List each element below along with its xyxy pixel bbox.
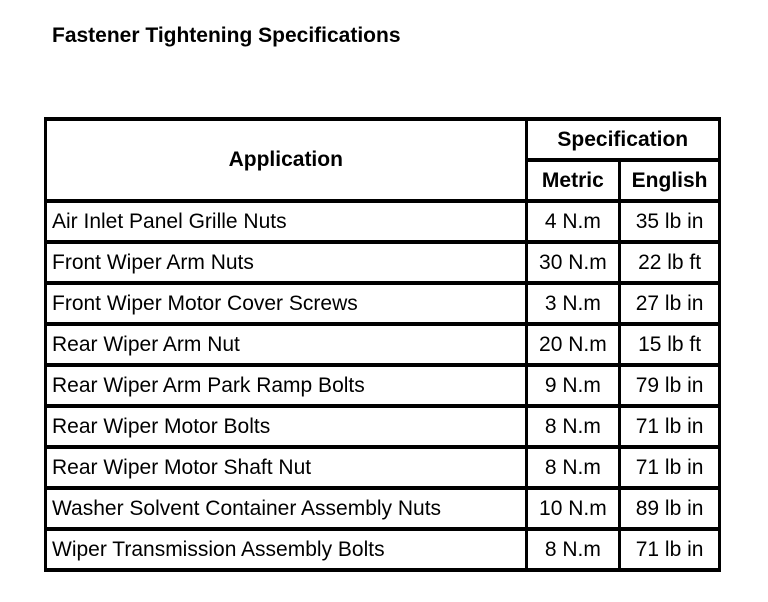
metric-cell: 10 N.m [528,490,622,531]
english-cell: 22 lb ft [621,244,721,285]
english-cell: 15 lb ft [621,326,721,367]
table-row [47,367,721,408]
metric-cell: 9 N.m [528,367,622,408]
header-metric: Metric [528,162,622,203]
application-cell: Wiper Transmission Assembly Bolts [47,531,528,572]
table-row [47,408,721,449]
metric-cell: 8 N.m [528,449,622,490]
header-specification: Specification [528,121,721,162]
header-application: Application [47,121,528,203]
metric-cell: 20 N.m [528,326,622,367]
table-row [47,203,721,244]
english-cell: 89 lb in [621,490,721,531]
application-cell: Rear Wiper Motor Bolts [47,408,528,449]
metric-cell: 8 N.m [528,408,622,449]
metric-cell: 8 N.m [528,531,622,572]
table-row [47,531,721,572]
english-cell: 79 lb in [621,367,721,408]
english-cell: 71 lb in [621,449,721,490]
english-cell: 71 lb in [621,408,721,449]
metric-cell: 4 N.m [528,203,622,244]
application-cell: Rear Wiper Arm Nut [47,326,528,367]
application-cell: Washer Solvent Container Assembly Nuts [47,490,528,531]
table-row [47,490,721,531]
table-row [47,449,721,490]
english-cell: 71 lb in [621,531,721,572]
fastener-spec-table [44,117,721,572]
table-row [47,244,721,285]
application-cell: Rear Wiper Motor Shaft Nut [47,449,528,490]
english-cell: 27 lb in [621,285,721,326]
table-row [47,285,721,326]
application-cell: Front Wiper Arm Nuts [47,244,528,285]
table-row [47,326,721,367]
english-cell: 35 lb in [621,203,721,244]
metric-cell: 3 N.m [528,285,622,326]
application-cell: Front Wiper Motor Cover Screws [47,285,528,326]
page-title: Fastener Tightening Specifications [52,24,401,47]
header-english: English [621,162,721,203]
metric-cell: 30 N.m [528,244,622,285]
application-cell: Air Inlet Panel Grille Nuts [47,203,528,244]
application-cell: Rear Wiper Arm Park Ramp Bolts [47,367,528,408]
